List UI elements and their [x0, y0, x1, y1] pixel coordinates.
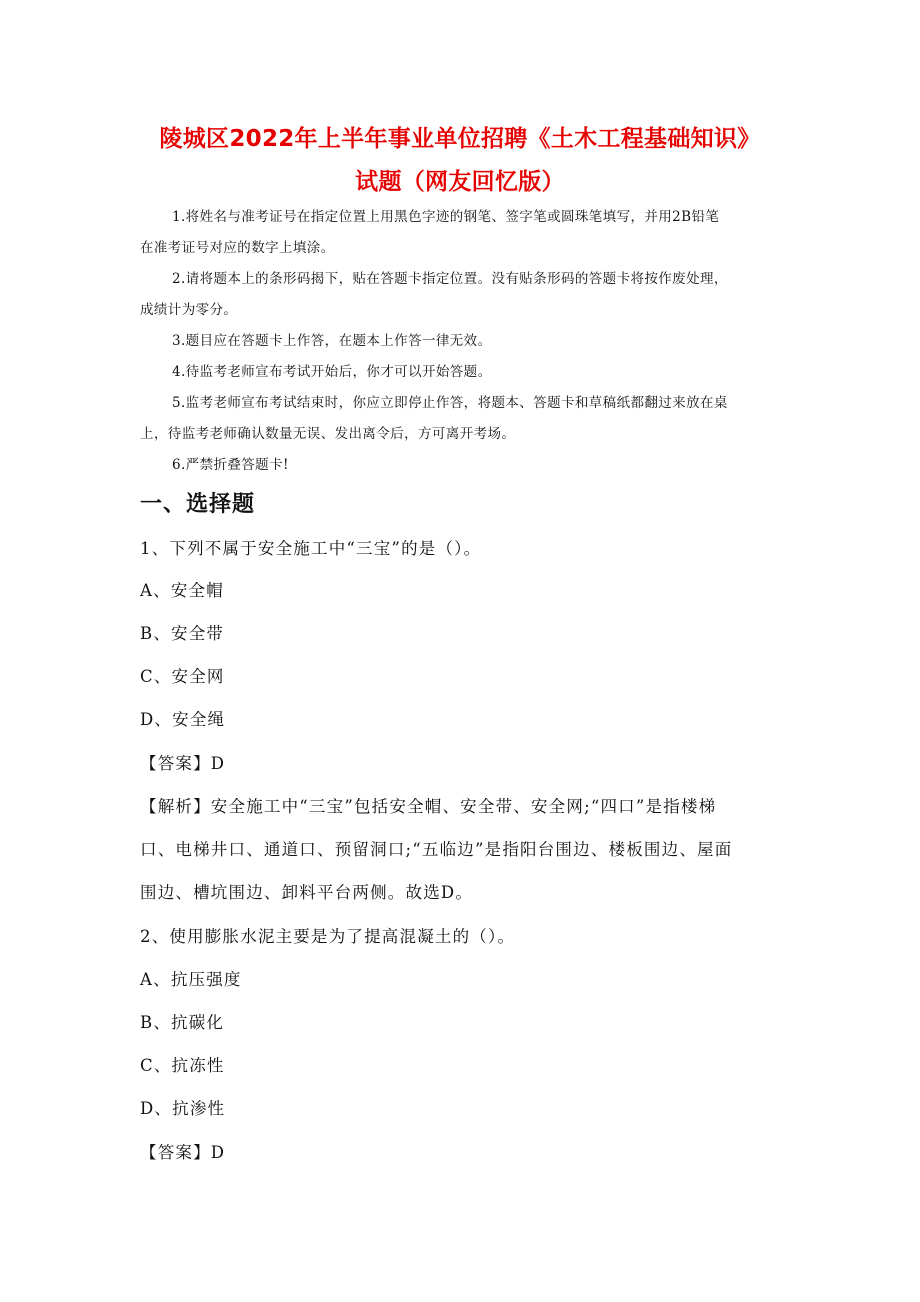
question-2-answer: 【答案】D [140, 1143, 226, 1162]
document-title-line-1: 陵城区2022年上半年事业单位招聘《土木工程基础知识》 [159, 126, 761, 152]
notice-item-5-cont: 上，待监考老师确认数量无误、发出离令后，方可离开考场。 [140, 426, 516, 442]
question-1-analysis-line-2: 口、电梯井口、通道口、预留洞口;“五临边”是指阳台围边、楼板围边、屋面 [140, 840, 733, 859]
question-2-option-b: B、抗碳化 [140, 1013, 225, 1032]
question-2-option-a: A、抗压强度 [140, 970, 242, 989]
notice-item-5: 5.监考老师宣布考试结束时，你应立即停止作答，将题本、答题卡和草稿纸都翻过来放在桌 [172, 395, 728, 411]
notice-item-2-cont: 成绩计为零分。 [140, 302, 238, 318]
notice-item-2: 2.请将题本上的条形码揭下，贴在答题卡指定位置。没有贴条形码的答题卡将按作废处理， [172, 271, 728, 287]
question-1-analysis-line-1: 【解析】安全施工中“三宝”包括安全帽、安全带、安全网;“四口”是指楼梯 [140, 797, 717, 816]
question-1-analysis-line-3: 围边、槽坑围边、卸料平台两侧。故选D。 [140, 883, 474, 902]
question-1-answer: 【答案】D [140, 754, 226, 773]
question-2-option-d: D、抗渗性 [140, 1099, 226, 1118]
question-1-option-b: B、安全带 [140, 624, 225, 643]
question-1-option-a: A、安全帽 [140, 581, 224, 600]
notice-item-6: 6.严禁折叠答题卡! [172, 457, 289, 473]
question-2-stem: 2、使用膨胀水泥主要是为了提高混凝土的（）。 [140, 927, 516, 946]
document-title-line-2: 试题（网友回忆版） [355, 169, 565, 195]
question-1-option-c: C、安全网 [140, 667, 225, 686]
notice-item-3: 3.题目应在答题卡上作答，在题本上作答一律无效。 [172, 333, 492, 349]
question-1-option-d: D、安全绳 [140, 710, 226, 729]
notice-item-1-cont: 在准考证号对应的数字上填涂。 [140, 240, 335, 256]
question-2-option-c: C、抗冻性 [140, 1056, 225, 1075]
section-heading: 一、选择题 [140, 492, 256, 517]
notice-item-1: 1.将姓名与准考证号在指定位置上用黑色字迹的钢笔、签字笔或圆珠笔填写，并用2B铅笔 [172, 209, 720, 225]
question-1-stem: 1、下列不属于安全施工中“三宝”的是（）。 [140, 539, 482, 558]
notice-item-4: 4.待监考老师宣布考试开始后，你才可以开始答题。 [172, 364, 492, 380]
